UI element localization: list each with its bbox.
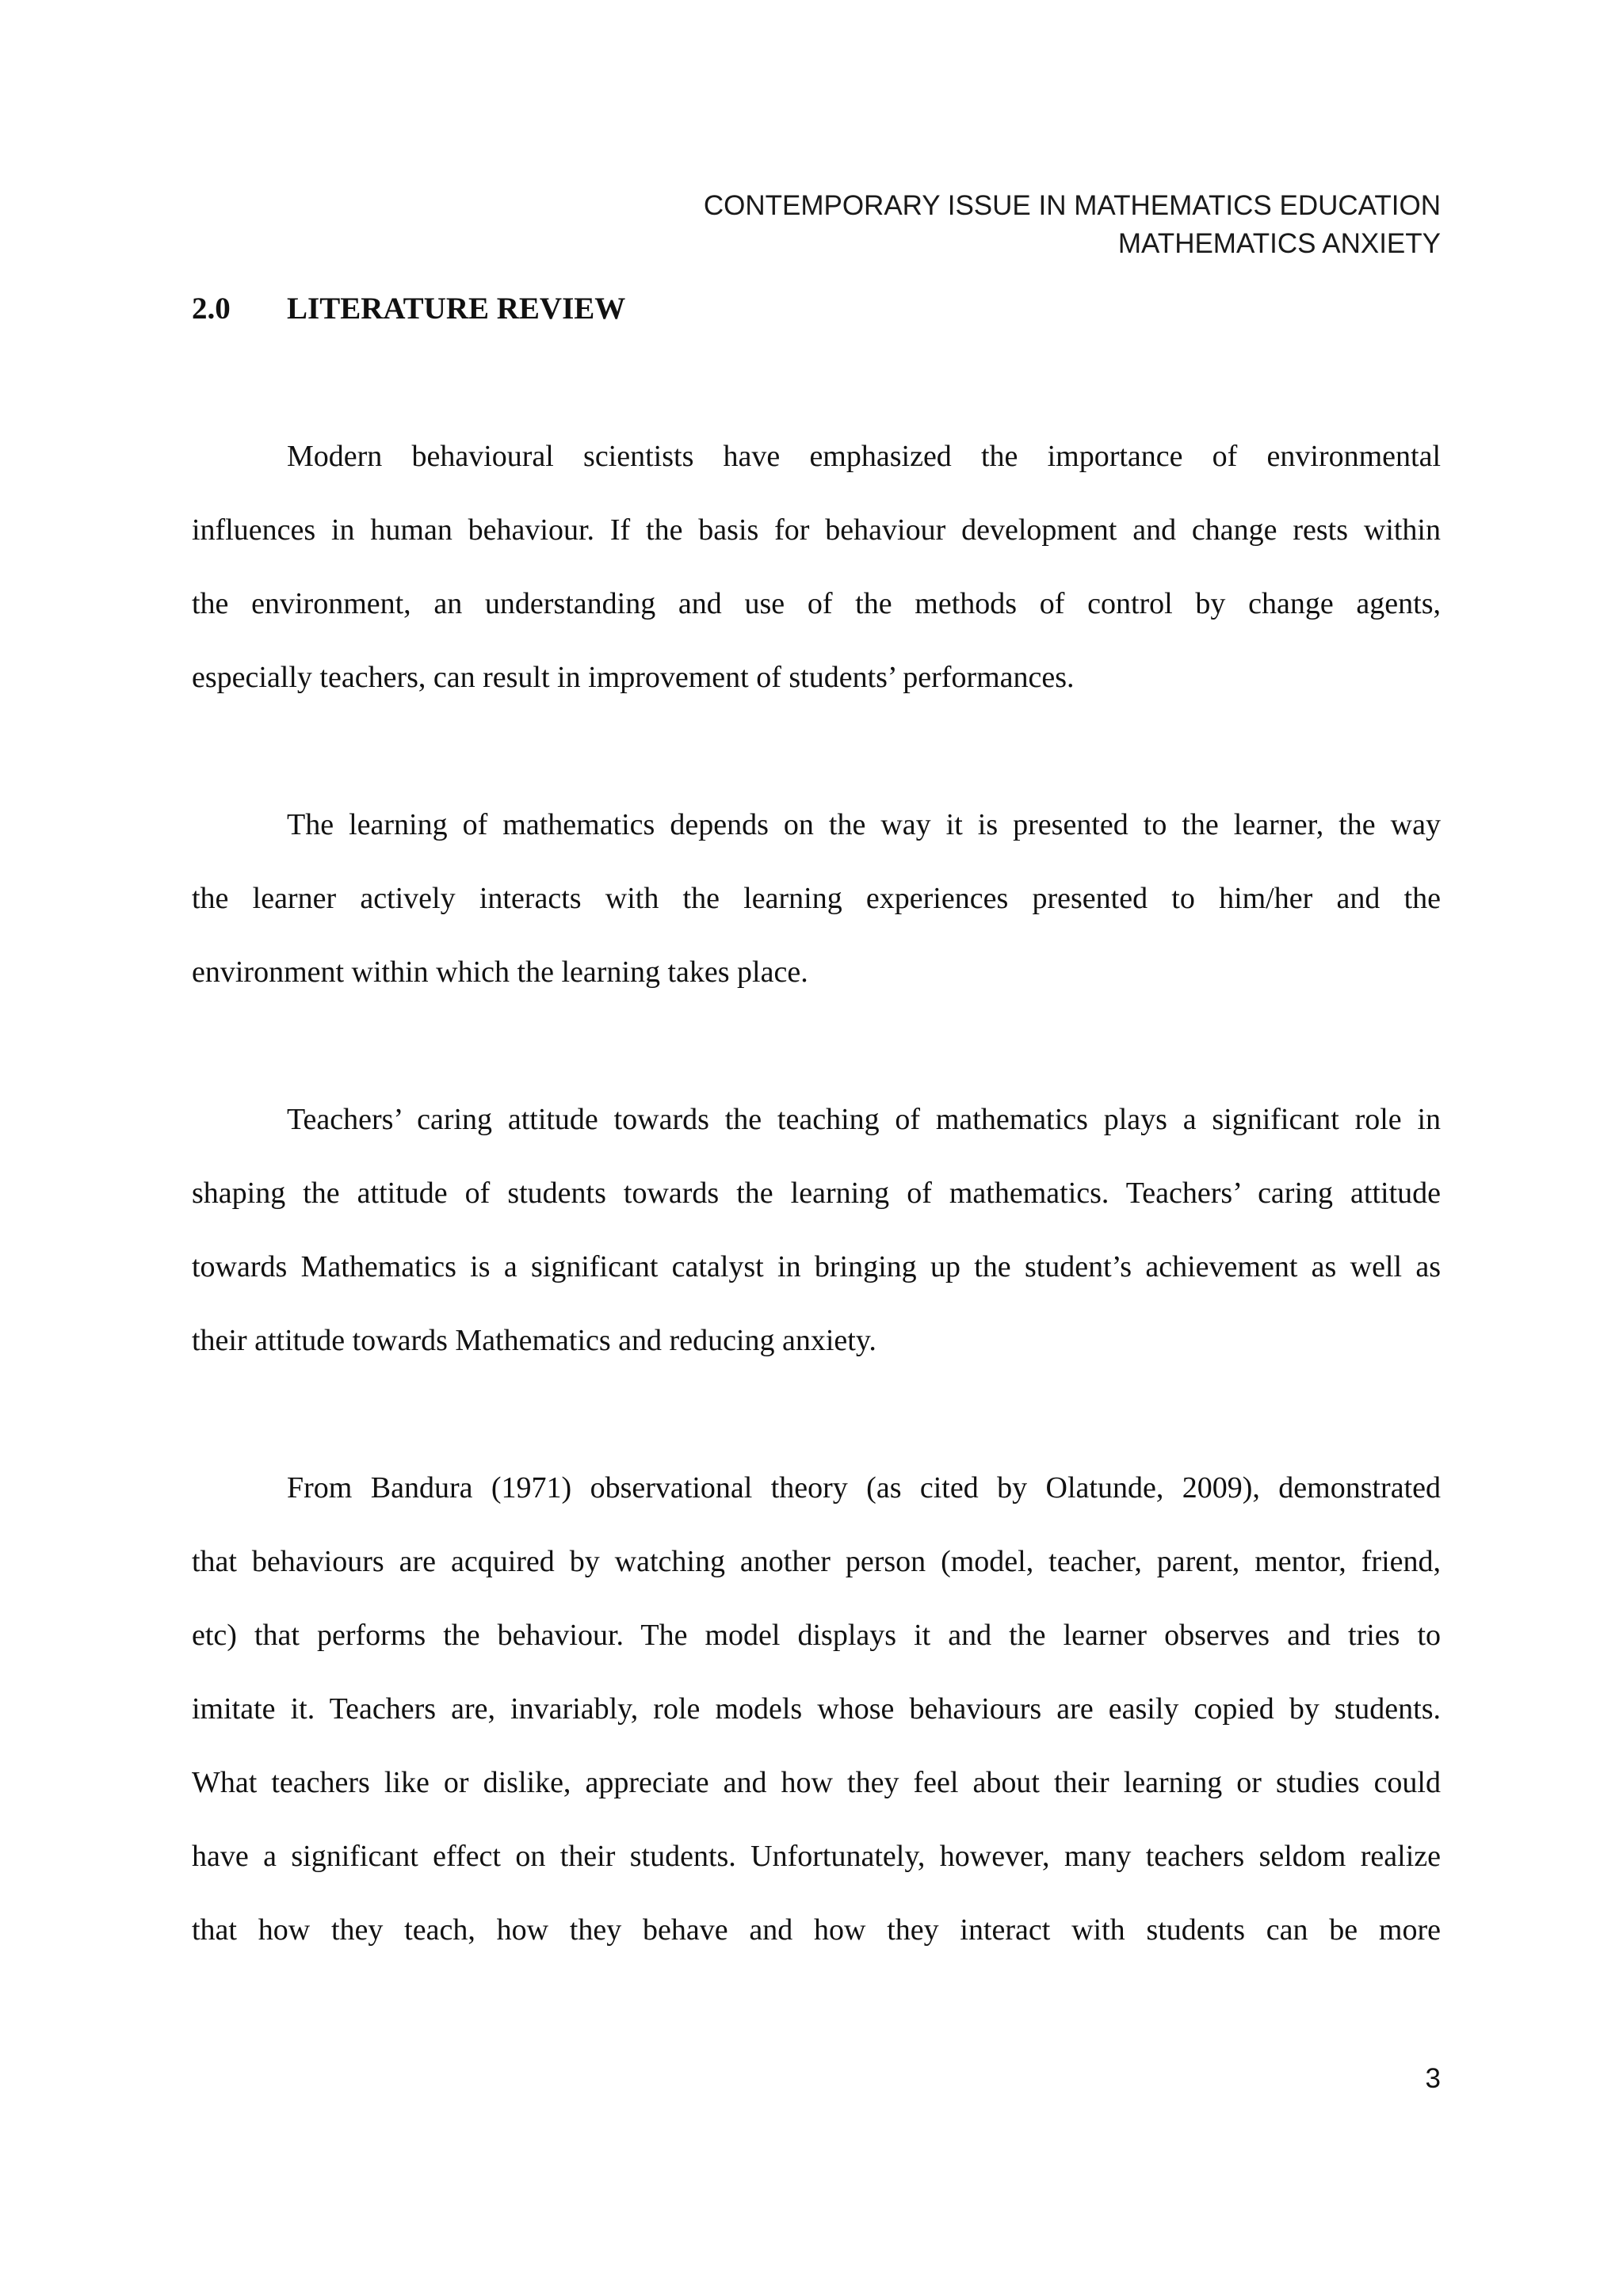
section-title: LITERATURE REVIEW [287, 292, 626, 326]
paragraph-line: environment within which the learning takes place. [192, 955, 808, 989]
paragraph-1 [192, 420, 1441, 715]
paragraph-line: The learning of mathematics depends on the way it is presented to the learner, the way [287, 808, 1441, 841]
paragraph-line: Teachers’ caring attitude towards the teaching of mathematics plays a significant role in [287, 1103, 1441, 1136]
paragraph-line: the environment, an understanding and use of the methods of control by change agents, [192, 587, 1441, 620]
paragraph-line: shaping the attitude of students towards the learning of mathematics. Teachers’ caring attitude [192, 1177, 1441, 1210]
header-title-line: CONTEMPORARY ISSUE IN MATHEMATICS EDUCATION [703, 190, 1441, 221]
page-number: 3 [1425, 2063, 1441, 2094]
paragraph-line: towards Mathematics is a significant catalyst in bringing up the student’s achievement as well as [192, 1250, 1441, 1283]
paragraph-4 [192, 1451, 1441, 1967]
paragraph-line: that how they teach, how they behave and how they interact with students can be more [192, 1913, 1441, 1947]
paragraph-3 [192, 1083, 1441, 1378]
section-heading [192, 288, 625, 330]
paragraph-line: Modern behavioural scientists have emphasized the importance of environmental [287, 440, 1441, 473]
header-subtitle-line: MATHEMATICS ANXIETY [1117, 228, 1441, 259]
section-number: 2.0 [192, 292, 231, 326]
paragraph-line: imitate it. Teachers are, invariably, role models whose behaviours are easily copied by students. [192, 1692, 1441, 1726]
paragraph-2 [192, 788, 1441, 1009]
paragraph-line: have a significant effect on their students. Unfortunately, however, many teachers seldom realize [192, 1840, 1441, 1873]
paragraph-line: the learner actively interacts with the learning experiences presented to him/her and the [192, 882, 1441, 915]
paragraph-line: especially teachers, can result in improvement of students’ performances. [192, 661, 1075, 694]
paragraph-line: From Bandura (1971) observational theory (as cited by Olatunde, 2009), demonstrated [287, 1471, 1441, 1505]
paragraph-line: etc) that performs the behaviour. The model displays it and the learner observes and tries to [192, 1619, 1441, 1652]
running-header [704, 187, 1441, 263]
paragraph-line: influences in human behaviour. If the basis for behaviour development and change rests within [192, 513, 1441, 547]
paragraph-line: their attitude towards Mathematics and reducing anxiety. [192, 1324, 876, 1357]
paragraph-line: What teachers like or dislike, appreciate and how they feel about their learning or studies could [192, 1766, 1441, 1799]
paragraph-line: that behaviours are acquired by watching another person (model, teacher, parent, mentor, friend, [192, 1545, 1441, 1578]
